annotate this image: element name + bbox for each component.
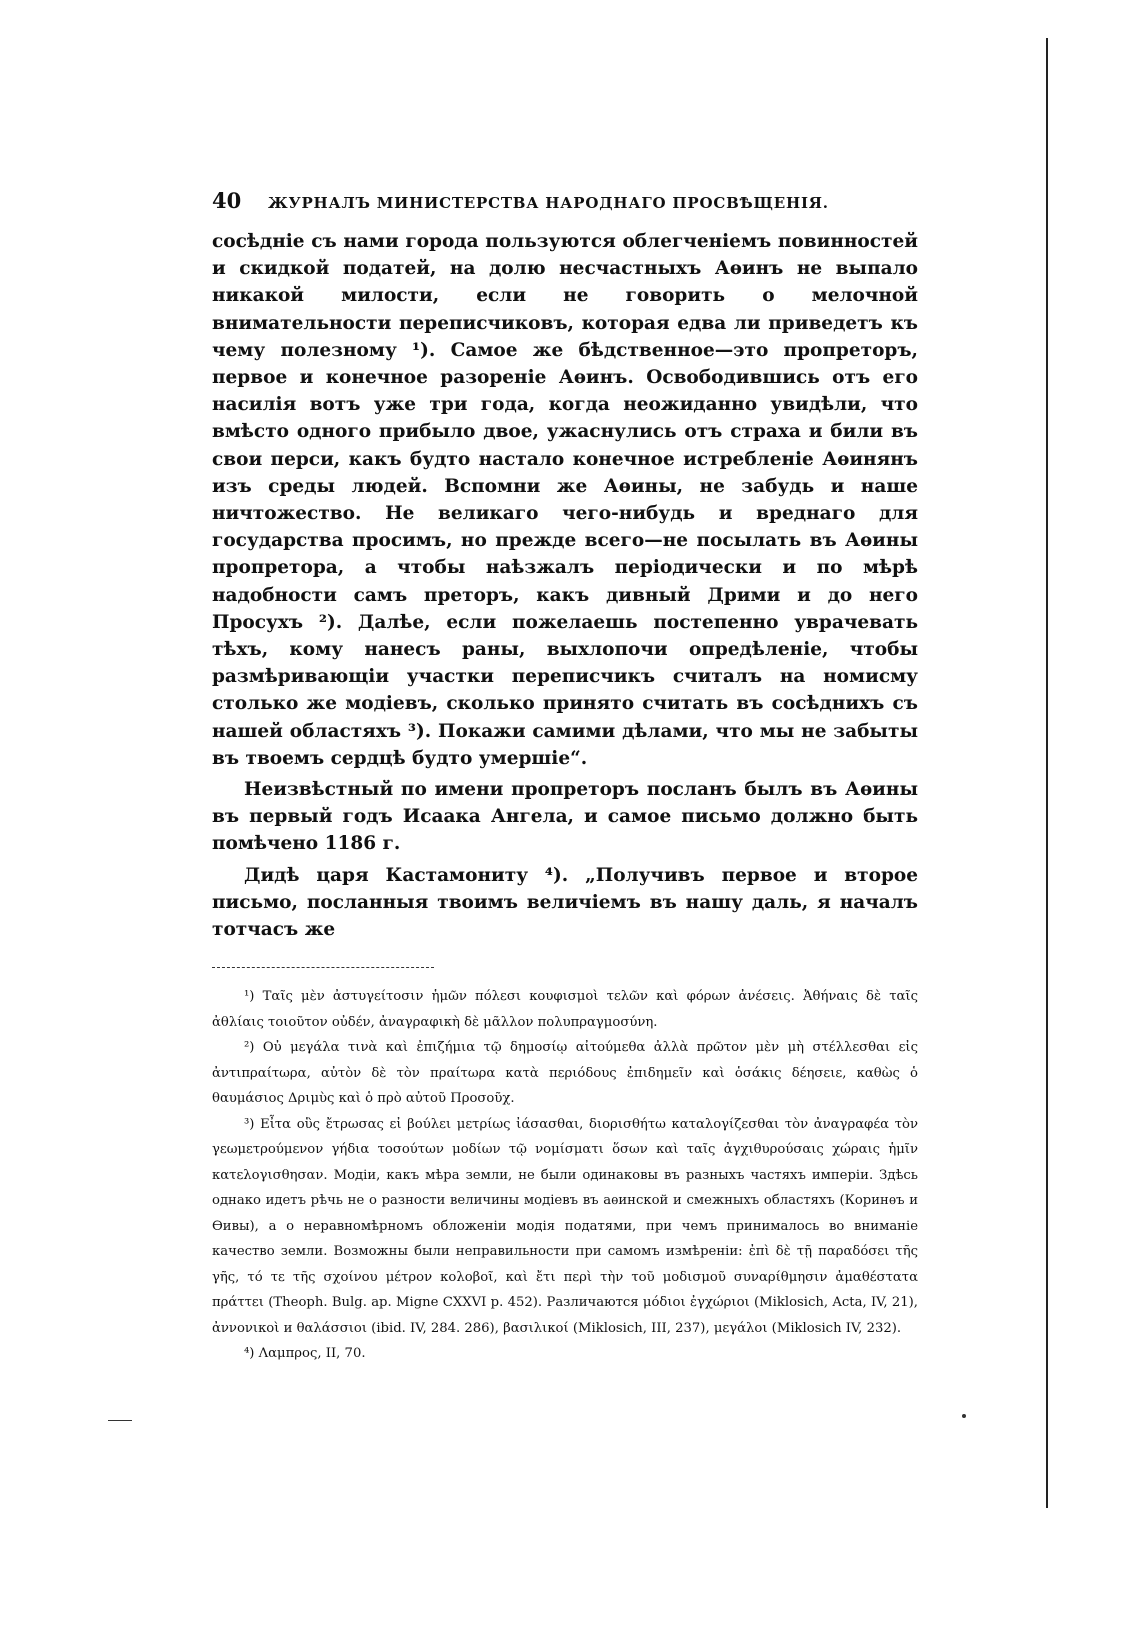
paragraph-next-letter: Дидѣ царя Кастамониту ⁴). „Получивъ первое и второе письмо, посланныя твоимъ величіемъ въ нашу даль, я началъ тотчасъ же [212, 864, 918, 941]
running-head [212, 188, 918, 220]
footnote-1: ¹) Ταῖς μὲν ἀστυγείτοσιν ἡμῶν πόλεσι κουφισμοὶ τελῶν καὶ φόρων ἀνέσεις. Ἀθήναις δὲ ταῖς ἀθλίαις τοιοῦτον οὐδέν, ἀναγραφικὴ δὲ μᾶλλον πολυπραγμοσύνη. [212, 989, 918, 1030]
paragraph-dating: Неизвѣстный по имени пропреторъ посланъ былъ въ Аѳины въ первый годъ Исаака Ангела, и самое письмо должно быть помѣчено 1186 г. [212, 779, 918, 855]
bottom-margin-dot [962, 1414, 966, 1418]
page-edge-rule [1046, 38, 1048, 1508]
page-content [212, 188, 918, 1367]
page-number: 40 [212, 188, 242, 213]
footnote-separator [212, 957, 434, 968]
footnote-4: ⁴) Λαμπρος, II, 70. [244, 1346, 366, 1362]
footnote-2: ²) Οὐ μεγάλα τινὰ καὶ ἐπιζήμια τῷ δημοσίῳ αἰτούμεθα ἀλλὰ πρῶτον μὲν μὴ στέλλεσθαι εἰς ἀντιπραίτωρα, αὐτὸν δὲ τὸν πραίτωρα κατὰ περιόδους ἐπιδημεῖν καὶ ὁσάκις δέησειε, καθὼς ὁ θαυμάσιος Δριμὺς καὶ ὁ πρὸ αὐτοῦ Προσοῦχ. [212, 1040, 918, 1107]
bottom-margin-mark [108, 1420, 132, 1421]
footnote-3: ³) Εἶτα οὓς ἔτρωσας εἰ βούλει μετρίως ἰάσασθαι, διορισθήτω καταλογίζεσθαι τὸν ἀναγραφέα τὸν γεωμετρούμενον γήδια τοσούτων μοδίων τῷ νομίσματι ὅσων καὶ ταῖς ἀγχιθυρούσαις χώραις ἡμῖν κατελογισθησαν. Модіи, какъ мѣра земли, не были одинаковы въ разныхъ частяхъ имперіи. Здѣсь однако идетъ рѣчь не о разности величины модіевъ въ аѳинской и смежныхъ областяхъ (Коринѳъ и Ѳивы), а о неравномѣрномъ обложеніи модія податями, при чемъ принималось во вниманіе качество земли. Возможны были неправильности при самомъ измѣреніи: ἐπὶ δὲ τῇ παραδόσει τῆς γῆς, τό τε τῆς σχοίνου μέτρον κολοβοῖ, καὶ ἔτι περὶ τὴν τοῦ μοδισμοῦ συναρίθμησιν ἀμαθέστατα πράττει (Theoph. Bulg. ap. Migne CXXVI p. 452). Различаются μόδιοι ἐγχώριοι (Miklosich, Acta, IV, 21), ἀννονικοὶ и θαλάσσιοι (ibid. IV, 284. 286), βασιλικοί (Miklosich, III, 237), μεγάλοι (Miklosich IV, 232). [212, 1116, 918, 1336]
footnotes [212, 984, 918, 1367]
journal-title: ЖУРНАЛЪ МИНИСТЕРСТВА НАРОДНАГО ПРОСВѢЩЕНІЯ. [268, 194, 829, 212]
main-text [212, 228, 918, 943]
paragraph-letter-continuation: сосѣдніе съ нами города пользуются облегченіемъ повинностей и скидкой податей, на долю несчастныхъ Аѳинъ не выпало никакой милости, если не говорить о мелочной внимательности переписчиковъ, которая едва ли приведетъ къ чему полезному ¹). Самое же бѣдственное—это пропреторъ, первое и конечное разореніе Аѳинъ. Освободившись отъ его насилія вотъ уже три года, когда неожиданно увидѣли, что вмѣсто одного прибыло двое, ужаснулись отъ страха и били въ свои перси, какъ будто настало конечное истребленіе Аѳинянъ изъ среды людей. Вспомни же Аѳины, не забудь и наше ничтожество. Не великаго чего-нибудь и вреднаго для государства просимъ, но прежде всего—не посылать въ Аѳины пропретора, а чтобы наѣзжалъ періодически и по мѣрѣ надобности самъ преторъ, какъ дивный Дрими и до него Просухъ ²). Далѣе, если пожелаешь постепенно уврачевать тѣхъ, кому нанесъ раны, выхлопочи опредѣленіе, чтобы размѣривающіи участки переписчикъ считалъ на номисму столько же модіевъ, сколько принято считать въ сосѣднихъ съ нашей областяхъ ³). Покажи самими дѣлами, что мы не забыты въ твоемъ сердцѣ будто умершіе“. [212, 231, 918, 769]
